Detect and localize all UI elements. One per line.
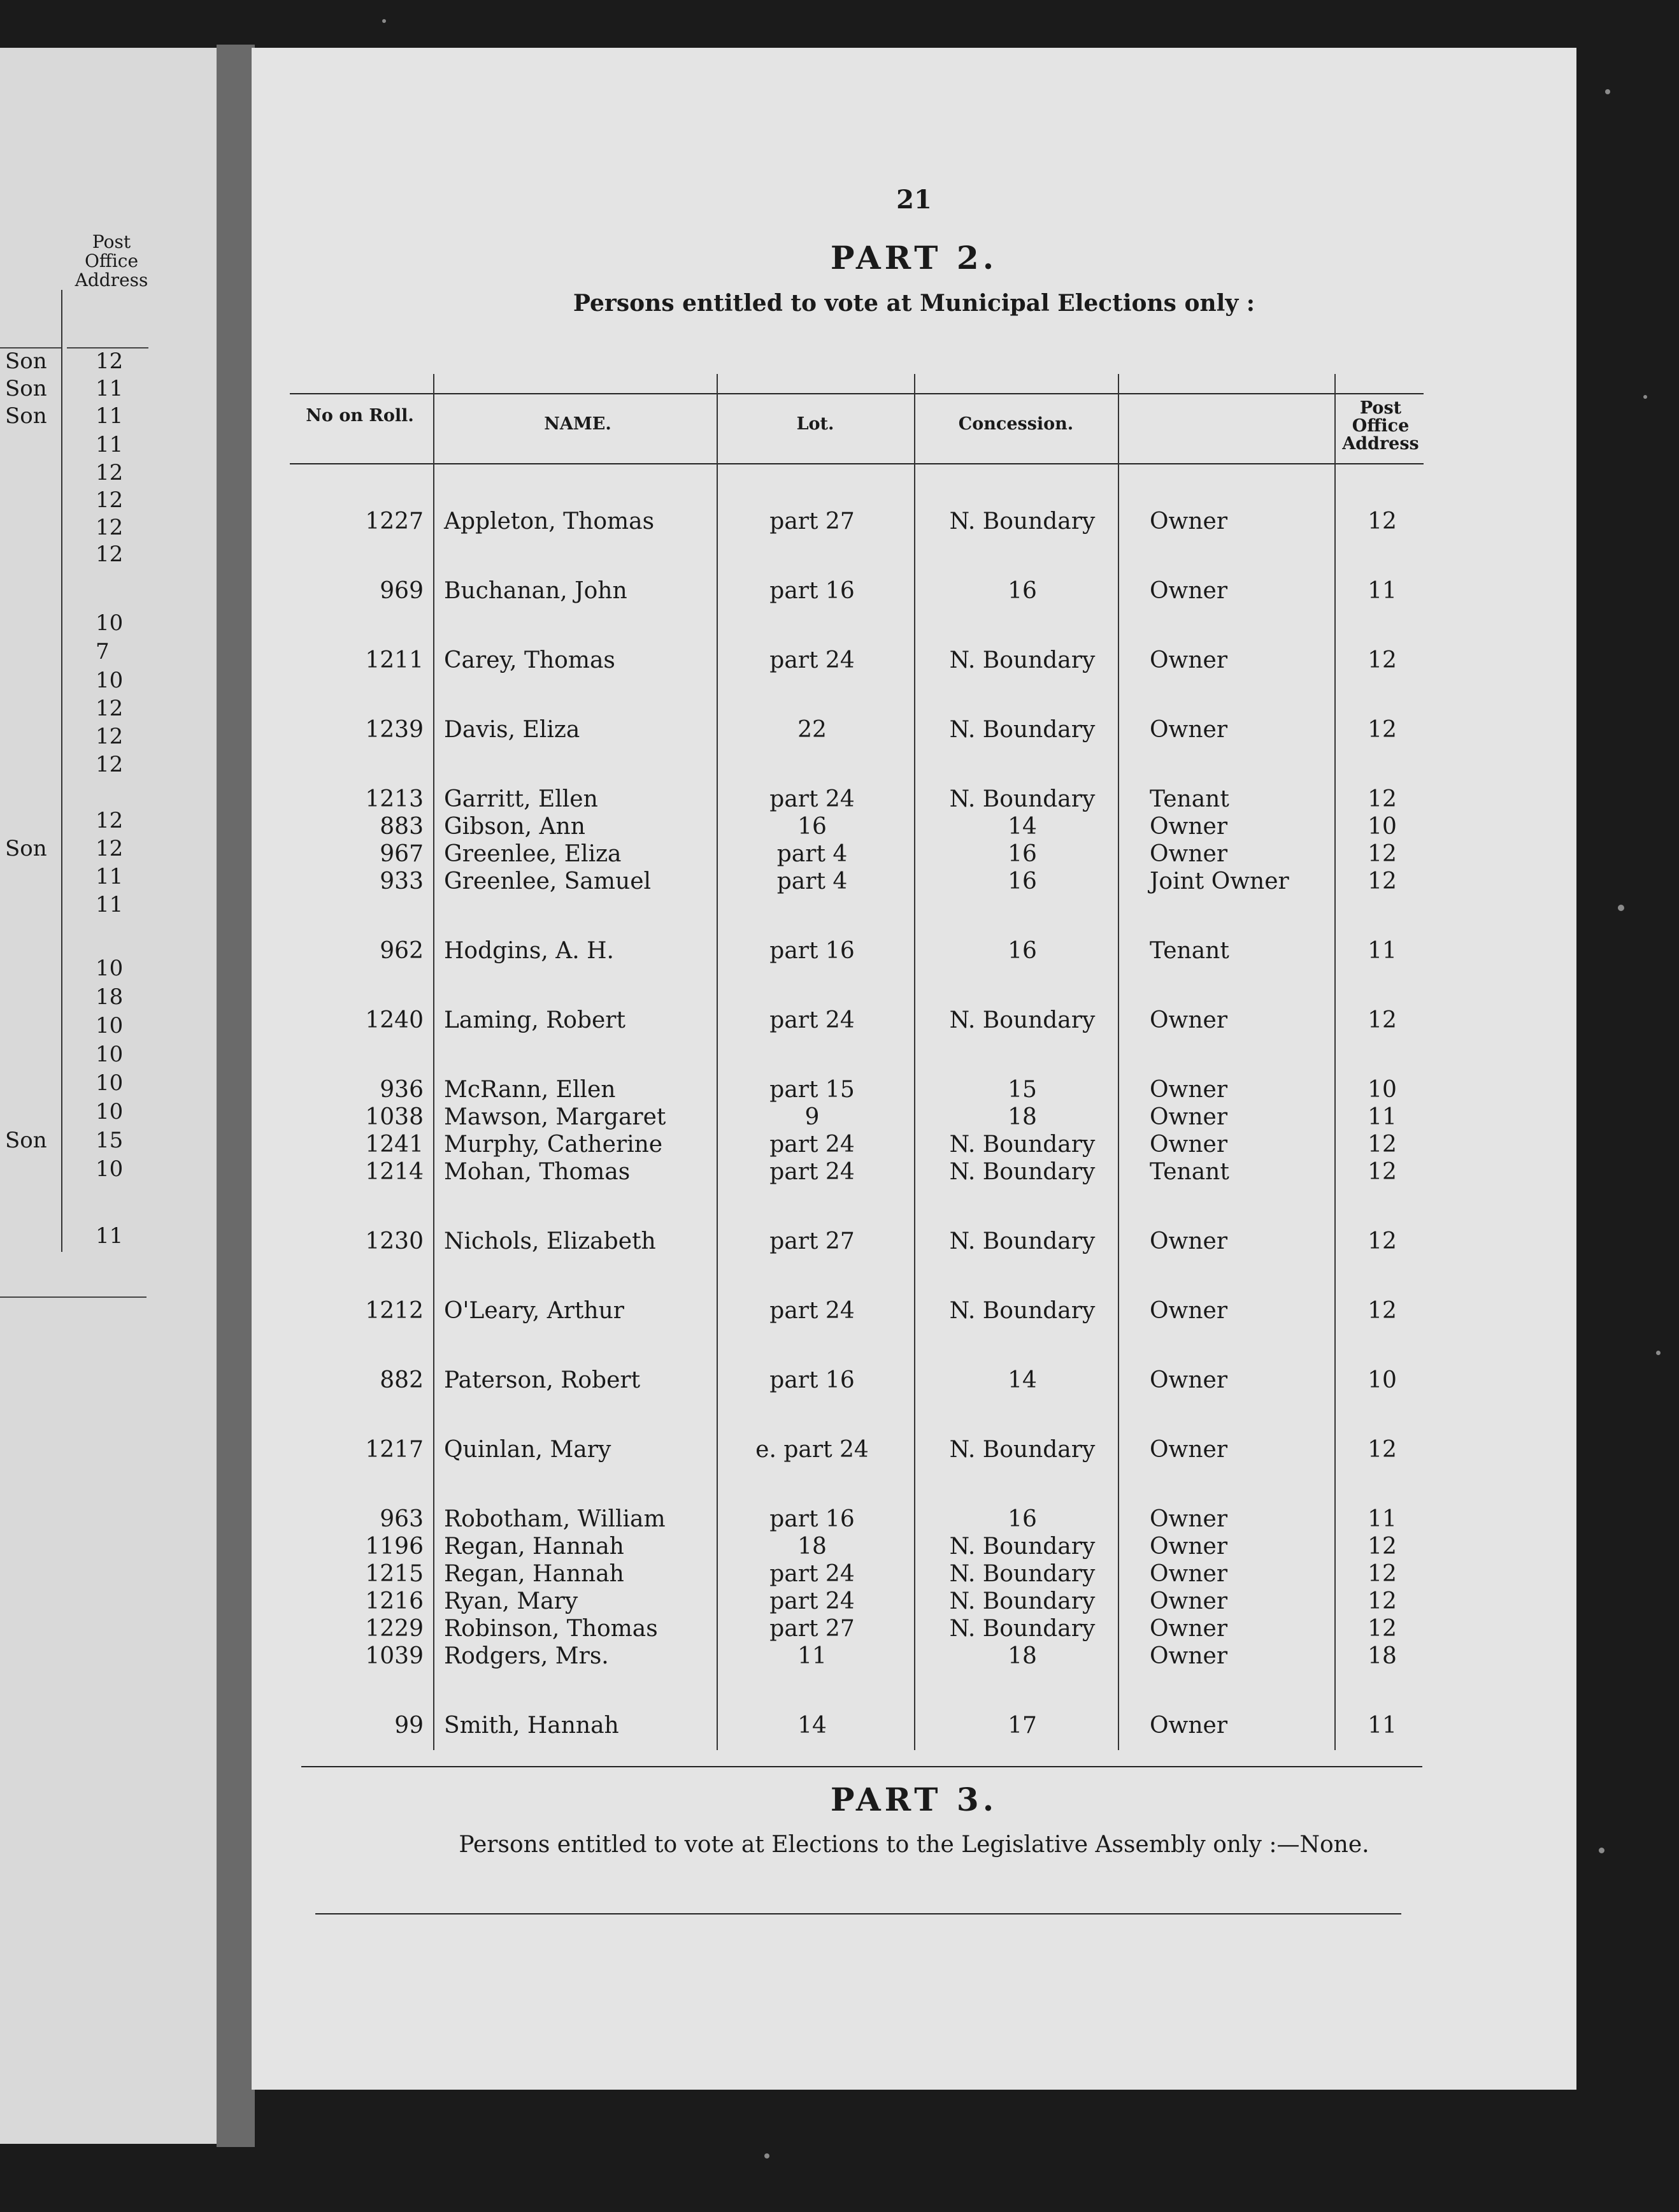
left-page-address: 11 [96, 403, 124, 429]
concession: N. Boundary [949, 717, 1096, 743]
voter-row [290, 1505, 1424, 1533]
roll-number: 1240 [365, 1007, 424, 1033]
post-office-address: 11 [1368, 1104, 1397, 1130]
left-page-address: 12 [96, 515, 124, 540]
voter-row [290, 1436, 1424, 1464]
roll-number: 1211 [365, 647, 424, 673]
roll-number: 936 [380, 1077, 424, 1103]
voter-row [290, 1712, 1424, 1740]
roll-number: 1215 [365, 1561, 424, 1587]
voter-name: Rodgers, Mrs. [444, 1643, 609, 1669]
roll-number: 1039 [365, 1643, 424, 1669]
tenure-status: Owner [1150, 841, 1228, 867]
left-page-relation: Son [5, 348, 47, 374]
voter-name: Greenlee, Eliza [444, 841, 622, 867]
header-no-on-roll: No on Roll. [306, 406, 414, 426]
part3-subtitle: Persons entitled to vote at Elections to the Legislative Assembly only :—None. [459, 1832, 1369, 1858]
page-number: 21 [896, 185, 932, 215]
roll-number: 882 [380, 1367, 424, 1393]
post-office-address: 12 [1368, 1437, 1397, 1463]
tenure-status: Tenant [1150, 1159, 1229, 1185]
roll-number: 933 [380, 868, 424, 894]
voter-name: Robotham, William [444, 1506, 666, 1532]
header-post-office: Post Office Address [1342, 398, 1419, 454]
part2-bottom-rule [301, 1766, 1422, 1767]
voter-name: Ryan, Mary [444, 1588, 578, 1614]
voter-name: Robinson, Thomas [444, 1616, 658, 1642]
roll-number: 967 [380, 841, 424, 867]
left-page-header: Post Office Address [75, 231, 148, 291]
left-page-address: 10 [96, 1099, 124, 1124]
roll-number: 883 [380, 814, 424, 840]
header-name: NAME. [544, 414, 611, 434]
header-bottom-rule [290, 463, 1424, 464]
lot-number: part 27 [769, 508, 855, 535]
left-page-address: 11 [96, 432, 124, 457]
lot-number: part 24 [769, 1131, 855, 1158]
roll-number: 1214 [365, 1159, 424, 1185]
voter-row [290, 1560, 1424, 1588]
left-page-address: 10 [96, 1070, 124, 1096]
tenure-status: Owner [1150, 1643, 1228, 1669]
concession: 16 [1008, 578, 1037, 604]
left-page-address: 10 [96, 668, 124, 693]
left-page-address: 15 [96, 1128, 124, 1153]
lot-number: part 24 [769, 786, 855, 812]
concession: N. Boundary [949, 1533, 1096, 1560]
left-page-address: 12 [96, 808, 124, 833]
left-page-address: 11 [96, 864, 124, 889]
voter-row [290, 647, 1424, 675]
voter-name: Mawson, Margaret [444, 1104, 666, 1130]
lot-number: 11 [797, 1643, 827, 1669]
voter-row [290, 1228, 1424, 1256]
left-page-address: 12 [96, 836, 124, 861]
left-page-address: 10 [96, 610, 124, 636]
lot-number: e. part 24 [755, 1437, 869, 1463]
post-office-address: 12 [1368, 1588, 1397, 1614]
lot-number: 14 [797, 1713, 827, 1739]
voter-name: Laming, Robert [444, 1007, 625, 1033]
post-office-address: 12 [1368, 1616, 1397, 1642]
left-page-relation: Son [5, 1128, 47, 1153]
roll-number: 99 [394, 1713, 424, 1739]
tenure-status: Owner [1150, 1533, 1228, 1560]
lot-number: part 16 [769, 1367, 855, 1393]
voter-name: Nichols, Elizabeth [444, 1228, 656, 1254]
concession: N. Boundary [949, 1298, 1096, 1324]
concession: 18 [1008, 1643, 1037, 1669]
post-office-address: 11 [1368, 578, 1397, 604]
roll-number: 1217 [365, 1437, 424, 1463]
voter-name: Hodgins, A. H. [444, 938, 614, 964]
tenure-status: Owner [1150, 508, 1228, 535]
concession: N. Boundary [949, 1437, 1096, 1463]
voter-row [290, 786, 1424, 814]
post-office-address: 12 [1368, 508, 1397, 535]
tenure-status: Owner [1150, 1104, 1228, 1130]
voter-name: McRann, Ellen [444, 1077, 616, 1103]
voter-row [290, 868, 1424, 896]
concession: N. Boundary [949, 1228, 1096, 1254]
concession: N. Boundary [949, 1616, 1096, 1642]
post-office-address: 11 [1368, 1506, 1397, 1532]
left-page-address: 10 [96, 1013, 124, 1038]
voter-row [290, 1131, 1424, 1159]
left-page-relation: Son [5, 376, 47, 401]
voter-name: Quinlan, Mary [444, 1437, 611, 1463]
voter-name: Davis, Eliza [444, 717, 580, 743]
header-concession: Concession. [958, 414, 1074, 434]
post-office-address: 10 [1368, 1367, 1397, 1393]
post-office-address: 12 [1368, 1159, 1397, 1185]
concession: N. Boundary [949, 508, 1096, 535]
voter-row [290, 1615, 1424, 1643]
voter-row [290, 1533, 1424, 1561]
voter-name: Murphy, Catherine [444, 1131, 663, 1158]
tenure-status: Owner [1150, 1298, 1228, 1324]
voter-row [290, 1103, 1424, 1131]
roll-number: 1227 [365, 508, 424, 535]
lot-number: part 16 [769, 938, 855, 964]
roll-number: 969 [380, 578, 424, 604]
tenure-status: Owner [1150, 1367, 1228, 1393]
concession: 14 [1008, 1367, 1037, 1393]
concession: 16 [1008, 1506, 1037, 1532]
voter-name: Regan, Hannah [444, 1561, 624, 1587]
left-page-address: 10 [96, 1156, 124, 1182]
lot-number: part 24 [769, 1298, 855, 1324]
lot-number: 18 [797, 1533, 827, 1560]
lot-number: part 24 [769, 1588, 855, 1614]
left-page-relation: Son [5, 836, 47, 861]
left-page-address: 12 [96, 348, 124, 374]
roll-number: 1216 [365, 1588, 424, 1614]
voter-name: Greenlee, Samuel [444, 868, 652, 894]
post-office-address: 10 [1368, 814, 1397, 840]
concession: 15 [1008, 1077, 1037, 1103]
previous-page-fragment [0, 48, 217, 2144]
part3-title: PART 3. [830, 1781, 998, 1818]
left-page-address: 10 [96, 956, 124, 981]
roll-number: 1212 [365, 1298, 424, 1324]
lot-number: 22 [797, 717, 827, 743]
voter-row [290, 1642, 1424, 1670]
tenure-status: Owner [1150, 1561, 1228, 1587]
tenure-status: Owner [1150, 1437, 1228, 1463]
tenure-status: Owner [1150, 814, 1228, 840]
voter-name: Regan, Hannah [444, 1533, 624, 1560]
post-office-address: 12 [1368, 786, 1397, 812]
post-office-address: 12 [1368, 647, 1397, 673]
roll-number: 963 [380, 1506, 424, 1532]
left-page-address: 7 [96, 639, 110, 664]
concession: 18 [1008, 1104, 1037, 1130]
tenure-status: Owner [1150, 717, 1228, 743]
post-office-address: 12 [1368, 841, 1397, 867]
left-page-address: 11 [96, 376, 124, 401]
table-top-rule [290, 393, 1424, 394]
voter-row [290, 577, 1424, 605]
voter-row [290, 1297, 1424, 1325]
lot-number: 16 [797, 814, 827, 840]
lot-number: part 27 [769, 1616, 855, 1642]
voter-row [290, 508, 1424, 536]
left-page-address: 12 [96, 696, 124, 721]
post-office-address: 12 [1368, 1228, 1397, 1254]
voter-row [290, 1588, 1424, 1616]
book-gutter [217, 45, 255, 2147]
lot-number: part 15 [769, 1077, 855, 1103]
voter-row [290, 937, 1424, 965]
post-office-address: 12 [1368, 717, 1397, 743]
lot-number: part 16 [769, 1506, 855, 1532]
tenure-status: Owner [1150, 647, 1228, 673]
concession: 14 [1008, 814, 1037, 840]
voter-row [290, 1007, 1424, 1035]
left-page-address: 12 [96, 724, 124, 749]
post-office-address: 12 [1368, 1298, 1397, 1324]
part3-bottom-rule [315, 1913, 1401, 1914]
roll-number: 1241 [365, 1131, 424, 1158]
roll-number: 962 [380, 938, 424, 964]
lot-number: 9 [804, 1104, 820, 1130]
left-page-foot-rule [0, 1296, 146, 1298]
post-office-address: 12 [1368, 1533, 1397, 1560]
voter-row [290, 716, 1424, 744]
concession: 17 [1008, 1713, 1037, 1739]
lot-number: part 4 [776, 841, 848, 867]
concession: N. Boundary [949, 1159, 1096, 1185]
voter-name: Buchanan, John [444, 578, 627, 604]
voter-name: Gibson, Ann [444, 814, 585, 840]
voter-row [290, 1158, 1424, 1186]
left-page-column-line [61, 290, 62, 1252]
post-office-address: 11 [1368, 1713, 1397, 1739]
tenure-status: Owner [1150, 1007, 1228, 1033]
part2-subtitle: Persons entitled to vote at Municipal Elections only : [573, 290, 1255, 317]
left-page-address: 11 [96, 892, 124, 917]
tenure-status: Owner [1150, 1713, 1228, 1739]
post-office-address: 18 [1368, 1643, 1397, 1669]
voter-name: Mohan, Thomas [444, 1159, 631, 1185]
header-lot: Lot. [796, 414, 834, 434]
tenure-status: Owner [1150, 1616, 1228, 1642]
voter-row [290, 813, 1424, 841]
part2-title: PART 2. [830, 239, 998, 276]
tenure-status: Tenant [1150, 938, 1229, 964]
voters-roll-table [290, 348, 1424, 1763]
tenure-status: Joint Owner [1150, 868, 1289, 894]
post-office-address: 10 [1368, 1077, 1397, 1103]
voter-name: Carey, Thomas [444, 647, 615, 673]
lot-number: part 16 [769, 578, 855, 604]
lot-number: part 24 [769, 1159, 855, 1185]
tenure-status: Owner [1150, 1588, 1228, 1614]
left-page-address: 12 [96, 752, 124, 777]
concession: N. Boundary [949, 1561, 1096, 1587]
left-page-address: 10 [96, 1042, 124, 1067]
tenure-status: Tenant [1150, 786, 1229, 812]
lot-number: part 24 [769, 647, 855, 673]
roll-number: 1229 [365, 1616, 424, 1642]
voters-list-page [252, 48, 1576, 2090]
roll-number: 1239 [365, 717, 424, 743]
roll-number: 1038 [365, 1104, 424, 1130]
voter-row [290, 1076, 1424, 1104]
voter-row [290, 840, 1424, 868]
tenure-status: Owner [1150, 1131, 1228, 1158]
tenure-status: Owner [1150, 1228, 1228, 1254]
voter-row [290, 1367, 1424, 1395]
left-page-address: 18 [96, 984, 124, 1010]
lot-number: part 24 [769, 1561, 855, 1587]
tenure-status: Owner [1150, 578, 1228, 604]
lot-number: part 27 [769, 1228, 855, 1254]
concession: 16 [1008, 868, 1037, 894]
left-page-address: 12 [96, 487, 124, 513]
left-page-address: 11 [96, 1223, 124, 1249]
concession: N. Boundary [949, 786, 1096, 812]
post-office-address: 12 [1368, 1007, 1397, 1033]
left-page-address: 12 [96, 460, 124, 485]
concession: 16 [1008, 841, 1037, 867]
lot-number: part 4 [776, 868, 848, 894]
voter-name: Smith, Hannah [444, 1713, 619, 1739]
left-page-relation: Son [5, 403, 47, 429]
voter-name: Appleton, Thomas [444, 508, 655, 535]
post-office-address: 12 [1368, 1561, 1397, 1587]
left-page-address: 12 [96, 542, 124, 567]
tenure-status: Owner [1150, 1077, 1228, 1103]
post-office-address: 12 [1368, 1131, 1397, 1158]
roll-number: 1230 [365, 1228, 424, 1254]
lot-number: part 24 [769, 1007, 855, 1033]
concession: N. Boundary [949, 1131, 1096, 1158]
concession: N. Boundary [949, 1007, 1096, 1033]
roll-number: 1196 [365, 1533, 424, 1560]
roll-number: 1213 [365, 786, 424, 812]
concession: N. Boundary [949, 647, 1096, 673]
voter-name: Paterson, Robert [444, 1367, 641, 1393]
concession: N. Boundary [949, 1588, 1096, 1614]
post-office-address: 11 [1368, 938, 1397, 964]
voter-name: Garritt, Ellen [444, 786, 598, 812]
concession: 16 [1008, 938, 1037, 964]
post-office-address: 12 [1368, 868, 1397, 894]
tenure-status: Owner [1150, 1506, 1228, 1532]
voter-name: O'Leary, Arthur [444, 1298, 624, 1324]
